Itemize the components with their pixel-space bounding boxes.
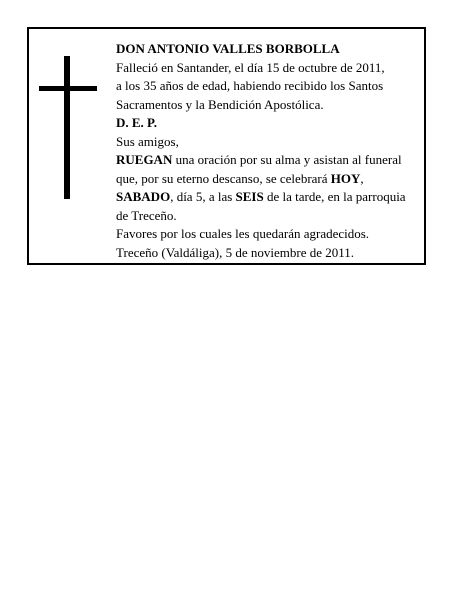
death-line-3: Sacramentos y la Bendición Apostólica.	[116, 96, 324, 112]
prayer-line-3	[116, 188, 422, 207]
notice-text	[116, 40, 422, 262]
place-date-text: Treceño (Valdáliga), 5 de noviembre de 2011.	[116, 244, 355, 260]
prayer-line-1-rest: una oración por su alma y asistan al funeral	[172, 152, 402, 167]
obituary-notice	[27, 27, 426, 265]
cross-vertical-bar	[64, 56, 70, 199]
cross-horizontal-bar	[39, 86, 97, 91]
prayer-line-2-start: que, por su eterno descanso, se celebrará	[116, 170, 331, 186]
cross-icon	[39, 56, 97, 199]
prayer-line-2	[116, 170, 422, 189]
sabado-text: SABADO	[116, 189, 171, 204]
ruegan-text: RUEGAN	[116, 152, 173, 167]
thanks-text: Favores por los cuales les quedarán agradecidos.	[116, 226, 370, 241]
prayer-line-2-end: ,	[360, 170, 364, 186]
seis-text: SEIS	[235, 189, 264, 204]
prayer-line-3-mid: , día 5, a las	[170, 189, 236, 204]
prayer-line-4: de Treceño.	[116, 207, 177, 223]
rip-text: D. E. P.	[116, 115, 158, 130]
prayer-line-1	[116, 151, 422, 170]
death-line-1: Falleció en Santander, el día 15 de octubre de 2011,	[116, 59, 385, 75]
prayer-line-3-end: de la tarde, en la parroquia	[263, 189, 406, 204]
signers-text: Sus amigos,	[116, 133, 179, 149]
deceased-name: DON ANTONIO VALLES BORBOLLA	[116, 41, 340, 56]
hoy-text: HOY	[330, 170, 361, 186]
death-line-2: a los 35 años de edad, habiendo recibido los Santos	[116, 78, 384, 93]
